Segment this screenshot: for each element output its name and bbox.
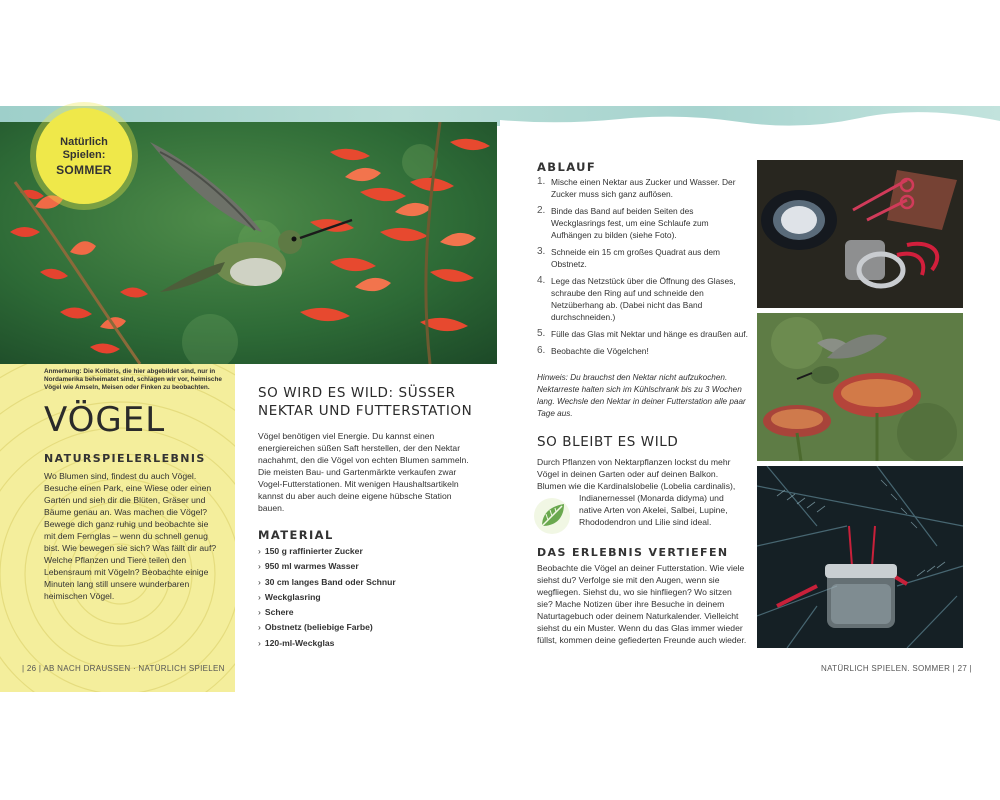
steps-list: [537, 176, 749, 362]
step-text: Schneide ein 15 cm großes Quadrat aus dem Obstnetz.: [551, 247, 720, 269]
list-item: [537, 246, 749, 270]
materials-photo: [757, 160, 963, 308]
season-badge: [36, 108, 132, 204]
step-text: Lege das Netzstück über die Öffnung des Glases, schraube den Ring auf und schneide den Netzüberhang ab. (Dabei nicht das Band durchschneiden.): [551, 276, 736, 322]
step-number: 1.: [537, 176, 546, 187]
feeder-in-tree-photo: [757, 466, 963, 648]
list-item: [537, 275, 749, 323]
nectar-heading: SO WIRD ES WILD: SÜSSER NEKTAR UND FUTTERSTATION: [258, 385, 473, 419]
badge-line-1: Natürlich: [60, 135, 108, 148]
page-title: VÖGEL: [44, 400, 166, 440]
hummingbird-feeder-photo: [757, 313, 963, 461]
naturspielerlebnis-text: Wo Blumen sind, findest du auch Vögel. Besuche einen Park, eine Wiese oder einen Garten und sieh dir die Blüten, Gräser und Bäume genau an. Was machen die Vögel? Bewege dich ganz ruhig und beobachte sie mit dem Fernglas – wenn du schnell genug bist. Wie bewegen sie sich? Was fällt dir auf? Welche Pflanzen und Tiere teilen den Lebensraum mit Vögeln? Beobachte einige Minuten lang still unsere wunderbaren heimischen Vögel.: [44, 471, 217, 601]
vertiefen-heading: DAS ERLEBNIS VERTIEFEN: [537, 546, 729, 559]
list-item: › Obstnetz (beliebige Farbe): [258, 620, 396, 635]
list-item: › Schere: [258, 605, 396, 620]
list-item: [537, 205, 749, 241]
ablauf-heading: ABLAUF: [537, 160, 597, 174]
nectar-section: [258, 384, 480, 514]
caption-label: Anmerkung:: [44, 368, 82, 375]
step-number: 6.: [537, 345, 546, 356]
step-text: Binde das Band auf beiden Seiten des Weckglasrings fest, um eine Schlaufe zum Aufhängen zu bilden (siehe Foto).: [551, 206, 709, 240]
badge-line-2: Spielen:: [62, 148, 106, 161]
footer-left: | 26 | AB NACH DRAUSSEN · NATÜRLICH SPIELEN: [22, 664, 225, 673]
list-item: › 120-ml-Weckglas: [258, 636, 396, 651]
wild-heading: SO BLEIBT ES WILD: [537, 434, 679, 450]
list-item: › Weckglasring: [258, 590, 396, 605]
step-text: Mische einen Nektar aus Zucker und Wasser. Der Zucker muss sich ganz auflösen.: [551, 177, 736, 199]
list-item: [537, 328, 749, 340]
nectar-intro: Vögel benötigen viel Energie. Du kannst einen energiereichen süßen Saft herstellen, der den Nektar nachahmt, den die Vögel von echten Blumen sammeln. Die meisten Bau- und Gartenmärkte verkaufen zwar Vogel-Futterstationen. Mit wenigen Haushaltsartikeln kannst du aber auch deine eigene hübsche Station bauen.: [258, 431, 469, 513]
list-item: › 150 g raffinierter Zucker: [258, 544, 396, 559]
step-number: 3.: [537, 246, 546, 257]
step-number: 2.: [537, 205, 546, 216]
step-number: 5.: [537, 328, 546, 339]
step-text: Fülle das Glas mit Nektar und hänge es draußen auf.: [551, 329, 748, 339]
material-list: [258, 544, 396, 651]
naturspielerlebnis-heading: NATURSPIELERLEBNIS: [44, 452, 206, 465]
material-heading: MATERIAL: [258, 528, 334, 542]
list-item: [537, 176, 749, 200]
list-item: › 950 ml warmes Wasser: [258, 559, 396, 574]
caption-text: Die Kolibris, die hier abgebildet sind, nur in Nordamerika beheimatet sind, schlagen wir vor, heimische Vögel wie Amseln, Meisen oder Finken zu beobachten.: [44, 368, 222, 391]
step-number: 4.: [537, 275, 546, 286]
photo-caption: [44, 368, 230, 392]
list-item: [537, 345, 749, 357]
leaf-icon: [534, 498, 570, 534]
footer-right: NATÜRLICH SPIELEN. SOMMER | 27 |: [821, 664, 972, 673]
list-item: › 30 cm langes Band oder Schnur: [258, 575, 396, 590]
badge-season: SOMMER: [56, 162, 112, 177]
wild-text-part-2: Indianernessel (Monarda didyma) und native Arten von Akelei, Salbei, Lupine, Rhododendron und Lilie sind ideal.: [579, 493, 728, 527]
hint-text: Hinweis: Du brauchst den Nektar nicht aufzukochen. Nektarreste halten sich im Kühlschrank bis zu 3 Wochen lang. Wechsle den Nektar in deiner Futterstation alle paar Tage aus.: [537, 373, 746, 418]
step-text: Beobachte die Vögelchen!: [551, 346, 649, 356]
wild-text-part-1: Durch Pflanzen von Nektarpflanzen lockst du mehr Vögel in deinen Garten oder auf deinen Balkon. Blumen wie die Kardinalslobelie (Lobelia cardinalis),: [537, 457, 736, 491]
vertiefen-text: Beobachte die Vögel an deiner Futterstation. Wie viele siehst du? Verfolge sie mit den Augen, wenn sie wegfliegen. Siehst du, wo sie hinfliegen? Wo sitzen sie? Mache Notizen über ihre Besuche in deinem Naturtagebuch oder deinem Naturkalender. Vielleicht siehst du ein Muster. Wenn du das Glas immer wieder füllst, kommen deine gefiederten Freunde auch wieder.: [537, 563, 747, 645]
